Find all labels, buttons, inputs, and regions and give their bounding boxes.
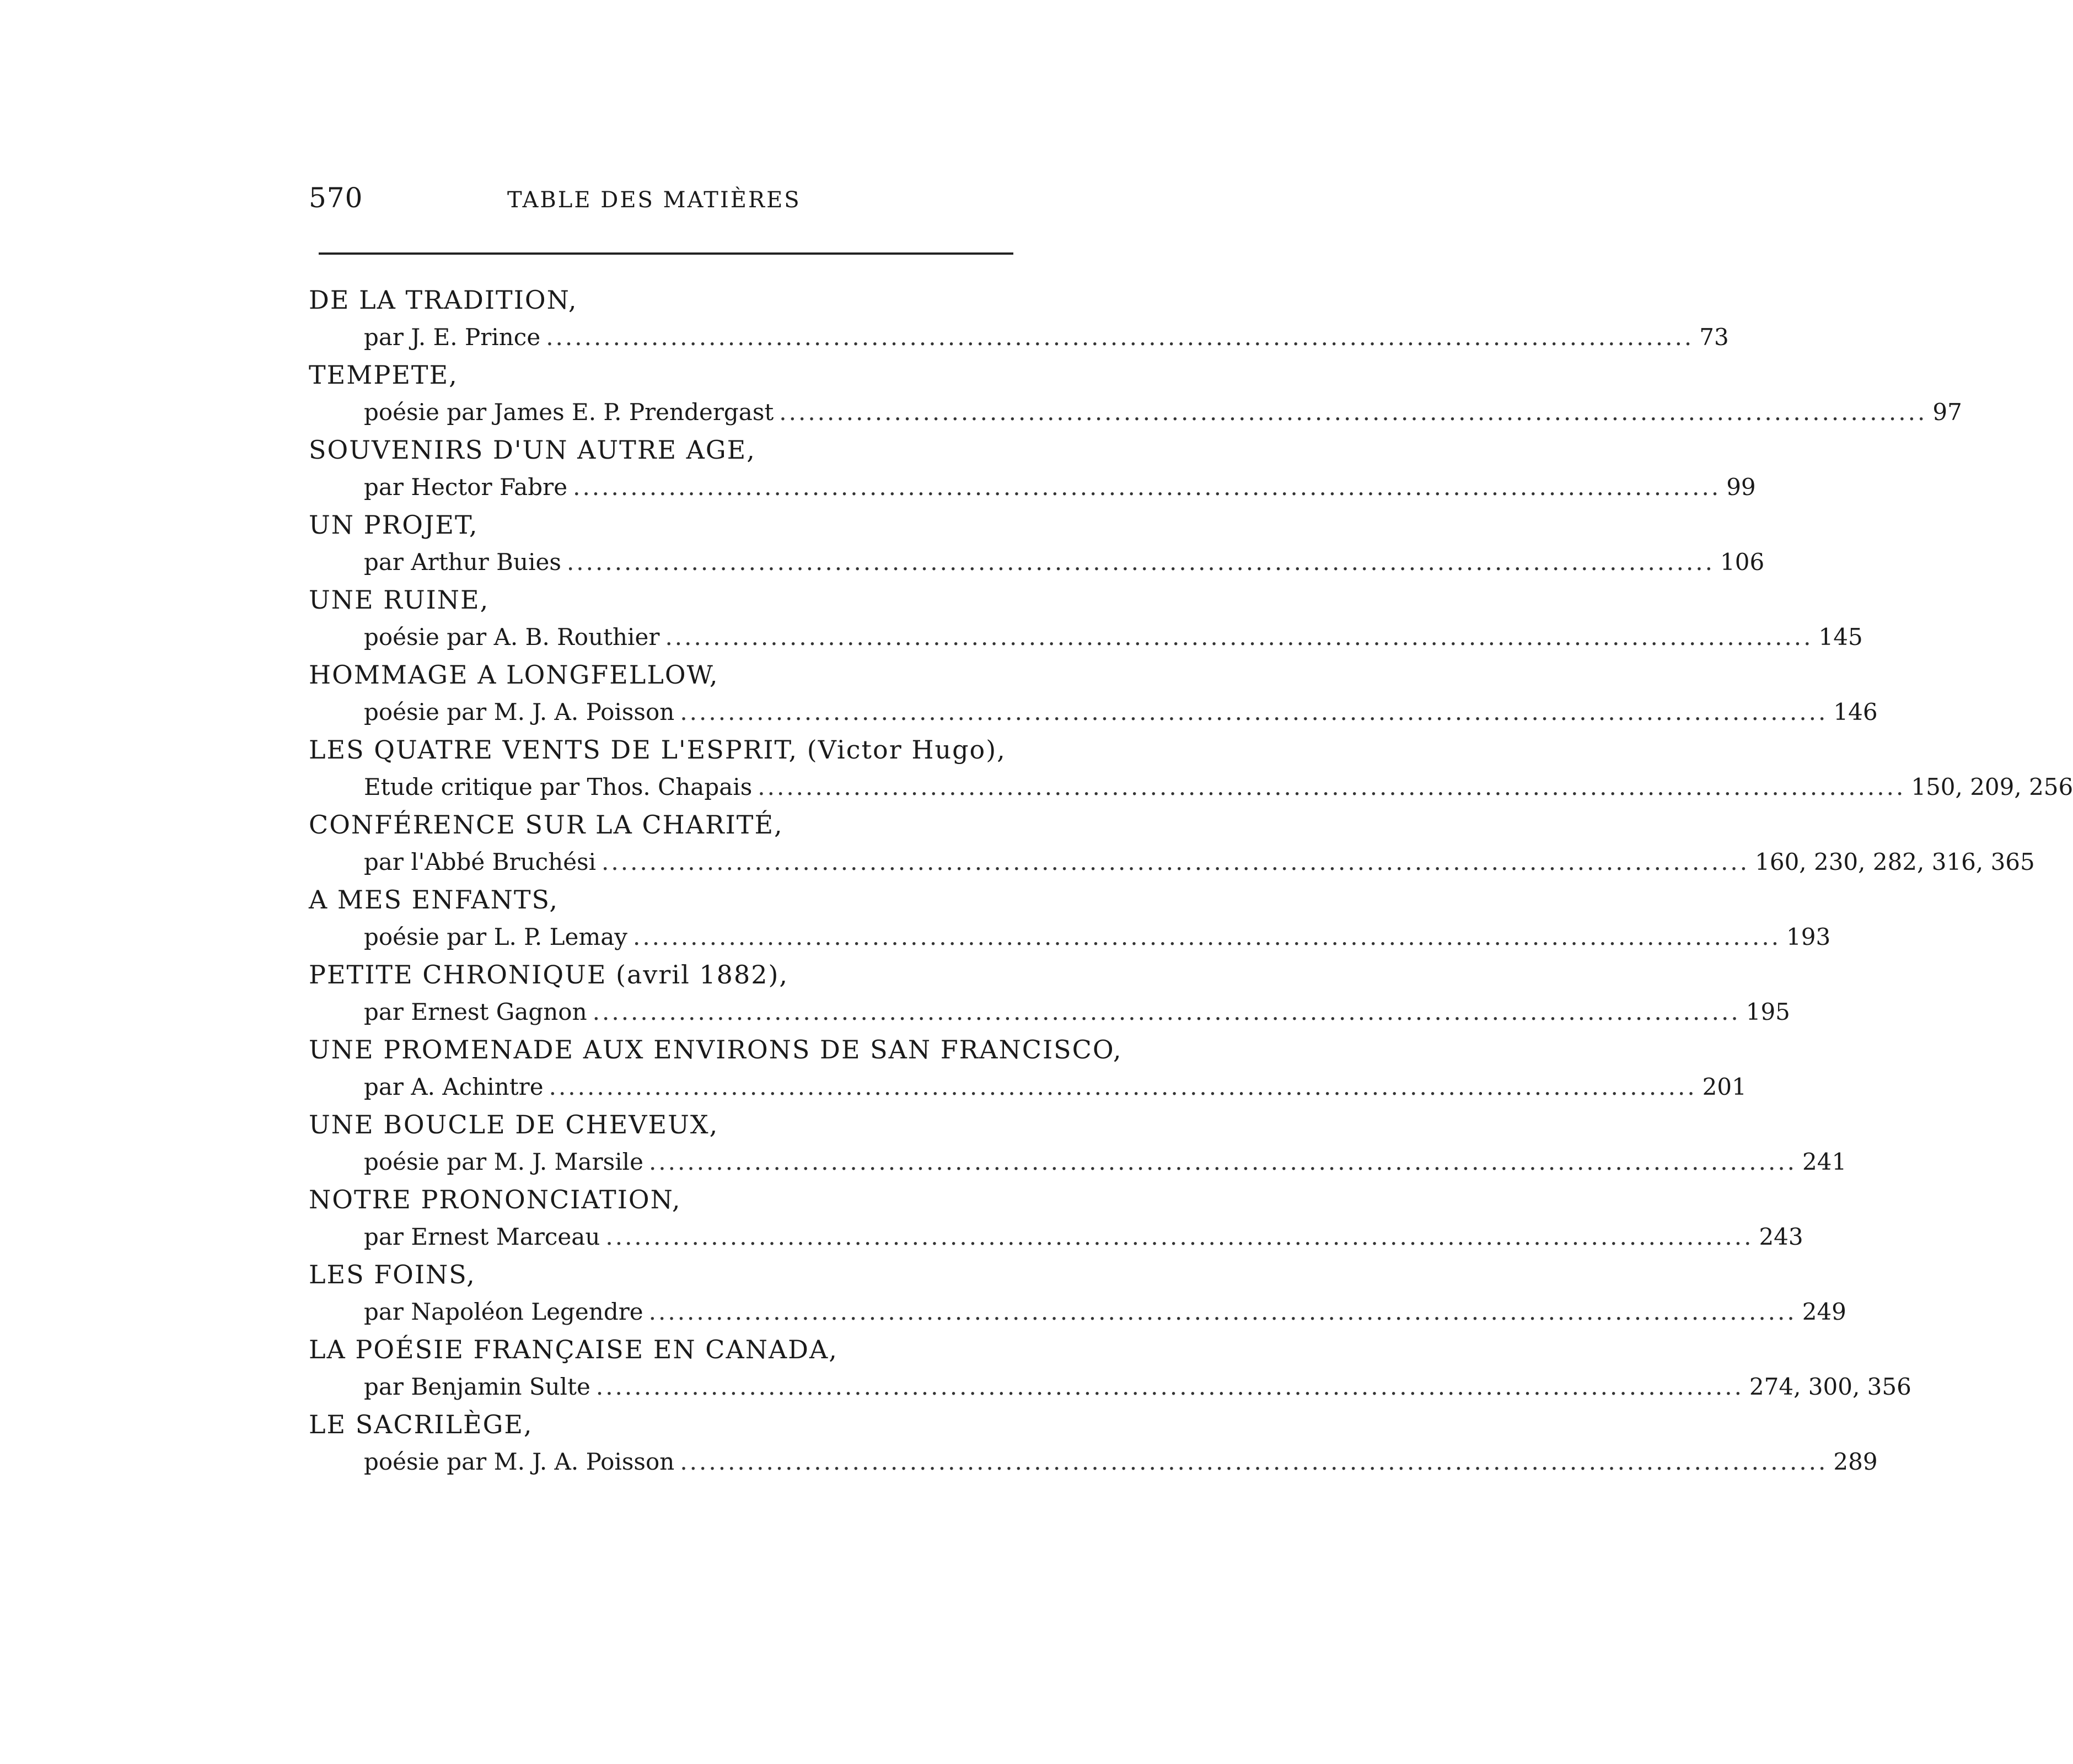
dot-leader: ........................................................................................................................ [549, 1073, 1697, 1100]
entry-line [309, 1443, 1878, 1481]
entry-byline: par J. E. Prince [364, 324, 541, 351]
entry-byline: par Ernest Gagnon [364, 998, 587, 1025]
toc-entry [309, 656, 1878, 731]
toc-entry [309, 956, 1790, 1031]
entry-line [309, 319, 1729, 356]
toc-entry [309, 731, 2073, 806]
dot-leader: ........................................................................................................................ [573, 474, 1721, 501]
entry-byline: par Benjamin Sulte [364, 1373, 590, 1400]
toc-entry [309, 1031, 1747, 1106]
entry-line [309, 394, 1962, 431]
dot-leader: ........................................................................................................................ [595, 1373, 1744, 1400]
dot-leader: ........................................................................................................................ [680, 1448, 1828, 1475]
entry-line [309, 693, 1878, 731]
entry-title: TEMPETE, [309, 360, 458, 390]
dot-leader: ........................................................................................................................ [779, 399, 1927, 426]
entry-title: UNE PROMENADE AUX ENVIRONS DE SAN FRANCISCO, [309, 1035, 1123, 1064]
entry-byline: poésie par James E. P. Prendergast [364, 399, 774, 426]
entry-line [309, 1368, 1911, 1406]
entry-title: LE SACRILÈGE, [309, 1410, 533, 1439]
entry-byline: par Hector Fabre [364, 474, 568, 501]
page-number: 570 [309, 182, 363, 214]
entry-pages: 289 [1833, 1448, 1878, 1475]
entry-pages: 106 [1720, 548, 1765, 576]
dot-leader: ........................................................................................................................ [665, 623, 1813, 650]
toc-entry [309, 1256, 1846, 1331]
entry-title: SOUVENIRS D'UN AUTRE AGE, [309, 435, 756, 465]
dot-leader: ........................................................................................................................ [592, 998, 1741, 1025]
entry-title: NOTRE PRONONCIATION, [309, 1185, 681, 1214]
entry-title: UNE RUINE, [309, 585, 490, 615]
entry-pages: 274, 300, 356 [1749, 1373, 1911, 1400]
entry-title: LES QUATRE VENTS DE L'ESPRIT, (Victor Hugo), [309, 735, 1006, 765]
entry-pages: 195 [1746, 998, 1790, 1025]
dot-leader: ........................................................................................................................ [758, 773, 1906, 800]
entry-byline: par A. Achintre [364, 1073, 544, 1100]
entry-line [309, 918, 1831, 956]
entry-title: A MES ENFANTS, [309, 885, 559, 915]
entry-line [309, 544, 1765, 581]
toc-entry [309, 356, 1962, 431]
entry-line [309, 768, 2073, 806]
toc-entry [309, 431, 1756, 506]
entry-pages: 150, 209, 256 [1911, 773, 2073, 800]
toc-entry [309, 1406, 1878, 1481]
entry-title: UNE BOUCLE DE CHEVEUX, [309, 1110, 719, 1139]
dot-leader: ........................................................................................................................ [602, 848, 1750, 875]
entry-byline: par Ernest Marceau [364, 1223, 600, 1250]
entry-line [309, 1143, 1847, 1181]
entry-line [309, 619, 1863, 656]
entry-line [309, 843, 2035, 881]
entry-title: UN PROJET, [309, 510, 479, 540]
entry-pages: 201 [1702, 1073, 1747, 1100]
dot-leader: ........................................................................................................................ [648, 1148, 1797, 1175]
toc-entry [309, 506, 1765, 581]
entry-pages: 243 [1759, 1223, 1803, 1250]
dot-leader: ........................................................................................................................ [680, 698, 1828, 725]
entry-title: LA POÉSIE FRANÇAISE EN CANADA, [309, 1335, 838, 1364]
dot-leader: ........................................................................................................................ [648, 1298, 1797, 1325]
entry-pages: 249 [1802, 1298, 1846, 1325]
toc-entry [309, 1181, 1803, 1256]
entry-line [309, 993, 1790, 1031]
entry-byline: poésie par M. J. Marsile [364, 1148, 643, 1175]
table-of-contents [309, 281, 2073, 1481]
entry-byline: poésie par L. P. Lemay [364, 923, 627, 950]
entry-line [309, 1218, 1803, 1256]
toc-entry [309, 281, 1729, 356]
entry-byline: par l'Abbé Bruchési [364, 848, 597, 875]
entry-title: PETITE CHRONIQUE (avril 1882), [309, 960, 789, 989]
entry-byline: poésie par M. J. A. Poisson [364, 1448, 675, 1475]
entry-byline: poésie par A. B. Routhier [364, 623, 660, 650]
entry-title: CONFÉRENCE SUR LA CHARITÉ, [309, 810, 783, 840]
entry-line [309, 469, 1756, 506]
toc-entry [309, 881, 1831, 956]
dot-leader: ........................................................................................................................ [632, 923, 1781, 950]
entry-title: DE LA TRADITION, [309, 285, 578, 315]
entry-pages: 73 [1699, 324, 1729, 351]
entry-pages: 99 [1726, 474, 1756, 501]
entry-byline: Etude critique par Thos. Chapais [364, 773, 753, 800]
page-header [309, 182, 1003, 220]
entry-pages: 145 [1818, 623, 1863, 650]
entry-pages: 241 [1802, 1148, 1847, 1175]
entry-pages: 97 [1932, 399, 1962, 426]
toc-entry [309, 806, 2035, 881]
dot-leader: ........................................................................................................................ [546, 324, 1694, 351]
entry-byline: par Napoléon Legendre [364, 1298, 643, 1325]
entry-title: LES FOINS, [309, 1260, 476, 1289]
entry-pages: 146 [1833, 698, 1878, 725]
toc-entry [309, 1106, 1847, 1181]
toc-entry [309, 581, 1863, 656]
entry-pages: 193 [1786, 923, 1831, 950]
running-title: TABLE DES MATIÈRES [507, 187, 801, 213]
entry-byline: poésie par M. J. A. Poisson [364, 698, 675, 725]
entry-byline: par Arthur Buies [364, 548, 561, 576]
entry-line [309, 1293, 1846, 1331]
header-rule [319, 252, 1013, 255]
dot-leader: ........................................................................................................................ [605, 1223, 1754, 1250]
dot-leader: ........................................................................................................................ [566, 548, 1715, 576]
entry-title: HOMMAGE A LONGFELLOW, [309, 660, 719, 690]
entry-pages: 160, 230, 282, 316, 365 [1755, 848, 2035, 875]
toc-entry [309, 1331, 1911, 1406]
entry-line [309, 1068, 1747, 1106]
